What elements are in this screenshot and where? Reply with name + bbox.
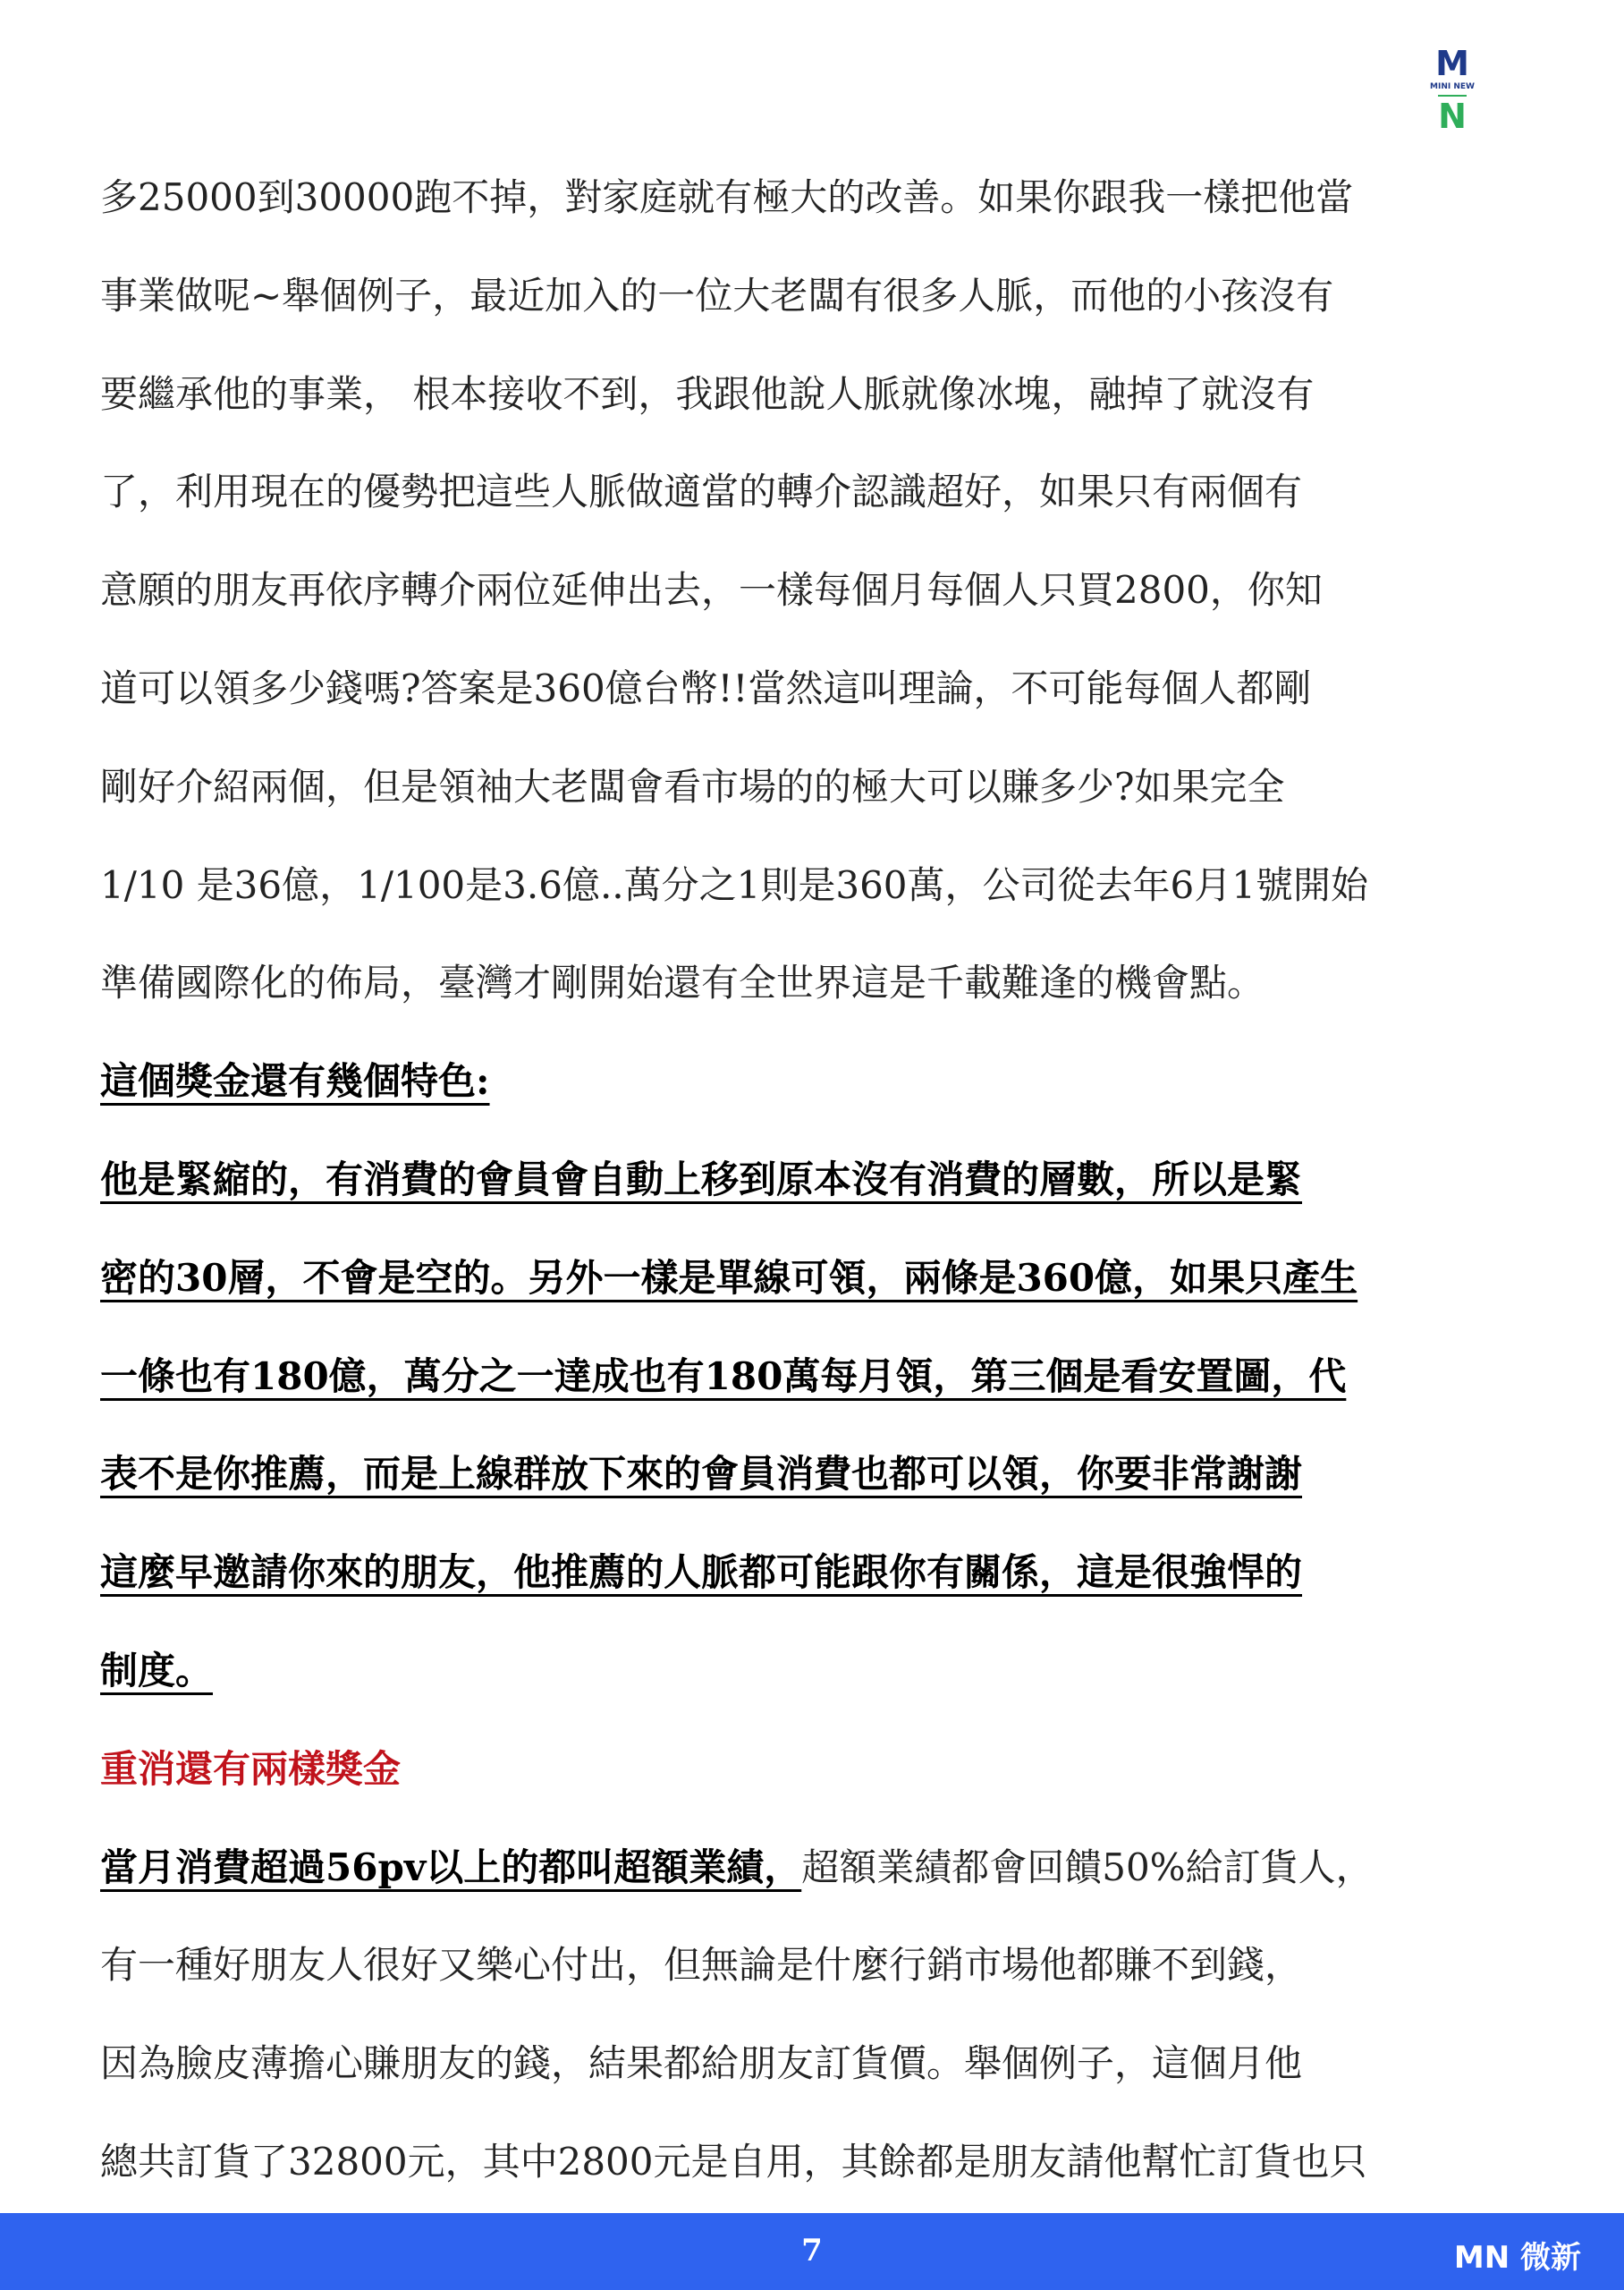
- page-number: 7: [801, 2233, 823, 2269]
- body-line: 事業做呢~舉個例子，最近加入的一位大老闆有很多人脈，而他的小孩沒有: [100, 273, 1334, 318]
- feature-text: 一條也有180億，萬分之一達成也有180萬每月領，第三個是看安置圖，代: [100, 1353, 1347, 1398]
- feature-line: [100, 1445, 1522, 1543]
- features-heading-line: [100, 1052, 1522, 1150]
- feature-line: [100, 1347, 1522, 1446]
- body-line: 道可以領多少錢嗎?答案是360億台幣!!當然這叫理論，不可能每個人都剛: [100, 666, 1312, 710]
- feature-line: [100, 1641, 1522, 1740]
- footer-bar: [0, 2213, 1624, 2290]
- mini-new-logo: [1430, 44, 1475, 140]
- feature-text: 制度。: [100, 1648, 214, 1692]
- feature-line: [100, 1543, 1522, 1641]
- body-line: 多25000到30000跑不掉，對家庭就有極大的改善。如果你跟我一樣把他當: [100, 175, 1354, 219]
- body-line: 剛好介紹兩個，但是領袖大老闆會看市場的的極大可以賺多少?如果完全: [100, 764, 1285, 809]
- body-line: 因為臉皮薄擔心賺朋友的錢，結果都給朋友訂貨價。舉個例子，這個月他: [100, 2041, 1303, 2086]
- features-heading: 這個獎金還有幾個特色:: [100, 1059, 490, 1104]
- feature-line: [100, 1150, 1522, 1249]
- red-heading-line: [100, 1740, 1522, 1838]
- logo-text: MINI NEW: [1430, 82, 1475, 91]
- body-line: 有一種好朋友人很好又樂心付出，但無論是什麼行銷市場他都賺不到錢，: [100, 1943, 1303, 1988]
- red-heading: 重消還有兩樣獎金: [100, 1746, 402, 1791]
- body-line: 準備國際化的佈局，臺灣才剛開始還有全世界這是千載難逢的機會點。: [100, 961, 1265, 1005]
- footer-brand: MN 微新: [1453, 2240, 1581, 2276]
- feature-text: 表不是你推薦，而是上線群放下來的會員消費也都可以領，你要非常謝謝: [100, 1452, 1303, 1497]
- excess-line: [100, 1838, 1522, 1937]
- document-body: [100, 168, 1522, 2231]
- body-line: 總共訂貨了32800元，其中2800元是自用，其餘都是朋友請他幫忙訂貨也只: [100, 2139, 1367, 2184]
- feature-text: 他是緊縮的，有消費的會員會自動上移到原本沒有消費的層數，所以是緊: [100, 1157, 1303, 1201]
- body-line: 1/10 是36億，1/100是3.6億..萬分之1則是360萬，公司從去年6月1號開始: [100, 862, 1368, 907]
- body-line: 要繼承他的事業， 根本接收不到，我跟他說人脈就像冰塊，融掉了就沒有: [100, 371, 1315, 416]
- feature-text: 這麼早邀請你來的朋友，他推薦的人脈都可能跟你有關係，這是很強悍的: [100, 1550, 1303, 1595]
- feature-line: [100, 1249, 1522, 1347]
- logo-n: N: [1438, 97, 1467, 136]
- body-line: 了，利用現在的優勢把這些人脈做適當的轉介認識超好，如果只有兩個有: [100, 470, 1303, 514]
- logo-m: M: [1435, 44, 1469, 83]
- body-line: 意願的朋友再依序轉介兩位延伸出去，一樣每個月每個人只買2800，你知: [100, 568, 1323, 613]
- excess-bold-text: 當月消費超過56pv以上的都叫超額業績，: [100, 1845, 802, 1889]
- excess-rest-text: 超額業績都會回饋50%給訂貨人，: [801, 1845, 1374, 1889]
- feature-text: 密的30層，不會是空的。另外一樣是單線可領，兩條是360億，如果只產生: [100, 1255, 1358, 1300]
